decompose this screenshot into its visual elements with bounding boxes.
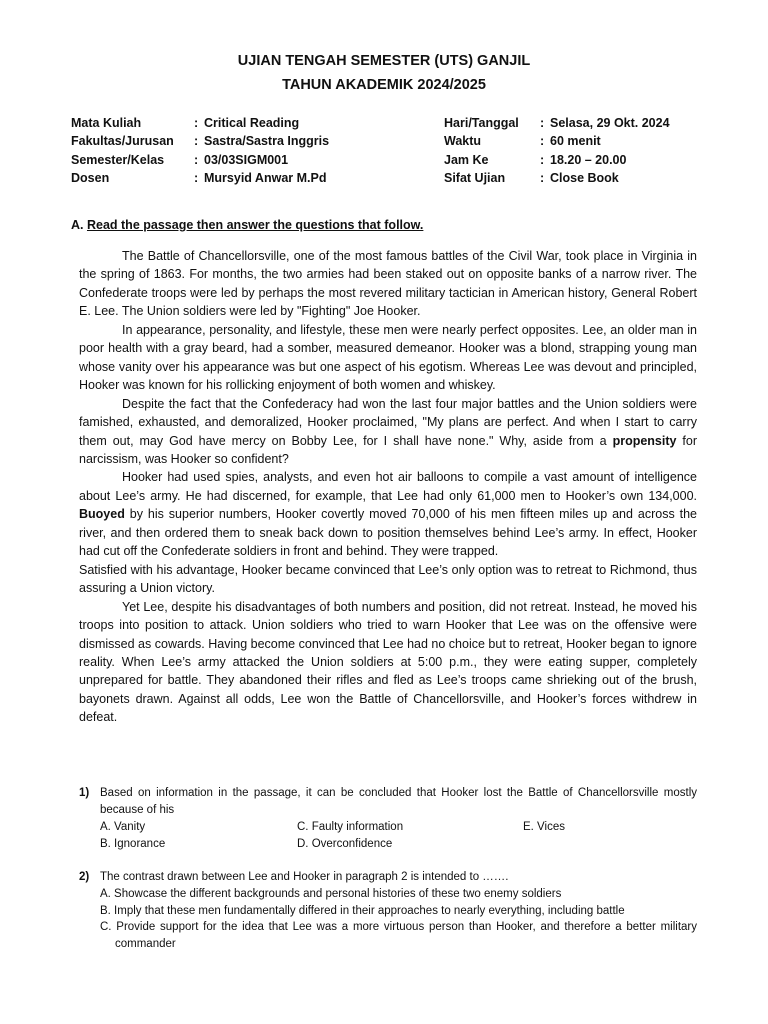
info-colon: : xyxy=(194,171,199,186)
info-value: 18.20 – 20.00 xyxy=(550,152,627,167)
reading-passage xyxy=(79,247,697,727)
info-value: Close Book xyxy=(550,171,619,186)
text-run: by his superior numbers, Hooker covertly moved 70,000 of his men fifteen miles up and across the river, and then ordered them to sneak back down to position themselves behind Lee’s army. In effect, Hooker had cut off the Confederate soldiers in front and behind. They were trapped. xyxy=(79,507,697,559)
question-number: 2) xyxy=(79,871,90,883)
info-colon: : xyxy=(194,152,199,167)
info-row-duration xyxy=(444,132,670,150)
info-label: Dosen xyxy=(71,171,110,186)
passage-paragraph-5: Satisfied with his advantage, Hooker became convinced that Lee’s only option was to retreat to Richmond, thus assuring a Union victory. xyxy=(79,562,697,596)
academic-year-title: TAHUN AKADEMIK 2024/2025 xyxy=(282,77,486,93)
passage-paragraph-3 xyxy=(79,395,697,469)
answer-option-c[interactable]: C. Provide support for the idea that Lee was a more virtuous person than Hooker, and therefore a better military commander xyxy=(100,921,697,951)
info-colon: : xyxy=(540,134,545,149)
passage-paragraph-2: In appearance, personality, and lifestyle, these men were nearly perfect opposites. Lee, an older man in poor health with a gray beard, had a somber, measured demeanor. Hooker was a blond, strapping young man whose vanity over his appearance was but one aspect of his egotism. Whereas Lee was devout and principled, Hooker was known for his rollicking enjoyment of both women and whiskey. xyxy=(79,322,697,393)
passage-paragraph-1: The Battle of Chancellorsville, one of the most famous battles of the Civil War, took place in Virginia in the spring of 1863. For months, the two armies had been staked out on opposite banks of a narrow river. The Confederate troops were led by perhaps the most revered military tactician in American history, General Robert E. Lee. The Union soldiers were led by "Fighting" Joe Hooker. xyxy=(79,249,697,319)
answer-option-e[interactable]: E. Vices xyxy=(523,820,565,833)
info-label: Mata Kuliah xyxy=(71,116,142,130)
info-value: Sastra/Sastra Inggris xyxy=(204,134,330,149)
info-label: Jam Ke xyxy=(444,152,489,167)
info-colon: : xyxy=(540,171,545,186)
info-value: 60 menit xyxy=(550,134,601,149)
info-label: Sifat Ujian xyxy=(444,171,506,186)
answer-option-a[interactable]: A. Showcase the different backgrounds and personal histories of these two enemy soldiers xyxy=(100,887,562,900)
section-instruction: Read the passage then answer the questions that follow. xyxy=(86,218,424,232)
exam-info-left xyxy=(71,114,329,188)
text-run: for narcissism, was Hooker so confident? xyxy=(79,433,697,466)
info-value: Selasa, 29 Okt. 2024 xyxy=(550,116,670,130)
info-value: Mursyid Anwar M.Pd xyxy=(204,171,327,186)
info-label: Semester/Kelas xyxy=(71,152,165,167)
info-row-course xyxy=(71,114,329,132)
section-letter: A. xyxy=(71,218,84,232)
info-row-faculty xyxy=(71,132,329,150)
info-value: 03/03SIGM001 xyxy=(204,152,289,167)
vocab-term: propensity xyxy=(612,433,677,448)
vocab-term: Buoyed xyxy=(79,507,125,522)
answer-option-c[interactable]: C. Faulty information xyxy=(297,820,404,833)
info-row-exam-type xyxy=(444,169,670,187)
info-row-date xyxy=(444,114,670,132)
info-colon: : xyxy=(194,134,199,149)
question-text: The contrast drawn between Lee and Hooker in paragraph 2 is intended to ……. xyxy=(100,871,509,883)
exam-info-right xyxy=(444,114,670,188)
passage-paragraph-6: Yet Lee, despite his disadvantages of both numbers and position, did not retreat. Instead, he moved his troops into position to attack. Union soldiers who tried to warn Hooker that Lee was on the offensive were dismissed as cowards. Having become convinced that Lee had no choice but to retreat, Hooker began to ignore reality. When Lee’s army attacked the Union soldiers at 5:00 p.m., they were eating supper, completely unprepared for battle. They abandoned their rifles and fled as Lee’s troops came shrieking out of the brush, bayonets drawn. Against all odds, Lee won the Battle of Chancellorsville, and Hooker’s forces withdrew in defeat. xyxy=(79,599,697,725)
section-heading xyxy=(71,218,423,232)
answer-option-b[interactable]: B. Ignorance xyxy=(100,837,166,850)
info-value: Critical Reading xyxy=(204,116,300,130)
info-row-hours xyxy=(444,151,670,169)
text-run: Despite the fact that the Confederacy had won the last four major battles and the Union soldiers were famished, exhausted, and demoralized, Hooker proclaimed, "My plans are perfect. And when I start to carry them out, may God have mercy on Bobby Lee, for I shall have none." Why, aside from a xyxy=(79,396,697,448)
info-colon: : xyxy=(540,116,545,130)
question-text: Based on information in the passage, it can be concluded that Hooker lost the Battle of Chancellorsville mostly because of his xyxy=(100,787,697,816)
info-row-lecturer xyxy=(71,169,329,187)
text-run: Hooker had used spies, analysts, and even hot air balloons to compile a vast amount of intelligence about Lee’s army. He had discerned, for example, that Lee had only 61,000 men to Hooker’s own 134,000. xyxy=(79,470,697,503)
info-label: Waktu xyxy=(444,134,482,149)
info-row-class xyxy=(71,151,329,169)
passage-paragraph-4 xyxy=(79,468,697,560)
question-1 xyxy=(79,785,697,853)
answer-options xyxy=(100,886,697,953)
answer-options xyxy=(100,819,697,853)
question-2 xyxy=(79,869,697,953)
info-colon: : xyxy=(194,116,199,130)
exam-title: UJIAN TENGAH SEMESTER (UTS) GANJIL xyxy=(237,53,531,69)
info-colon: : xyxy=(540,152,545,167)
info-label: Hari/Tanggal xyxy=(444,116,519,130)
info-label: Fakultas/Jurusan xyxy=(71,134,174,149)
answer-option-a[interactable]: A. Vanity xyxy=(100,820,146,833)
answer-option-d[interactable]: D. Overconfidence xyxy=(297,837,393,850)
question-number: 1) xyxy=(79,787,90,799)
answer-option-b[interactable]: B. Imply that these men fundamentally differed in their approaches to nearly everything, including battle xyxy=(100,904,625,917)
